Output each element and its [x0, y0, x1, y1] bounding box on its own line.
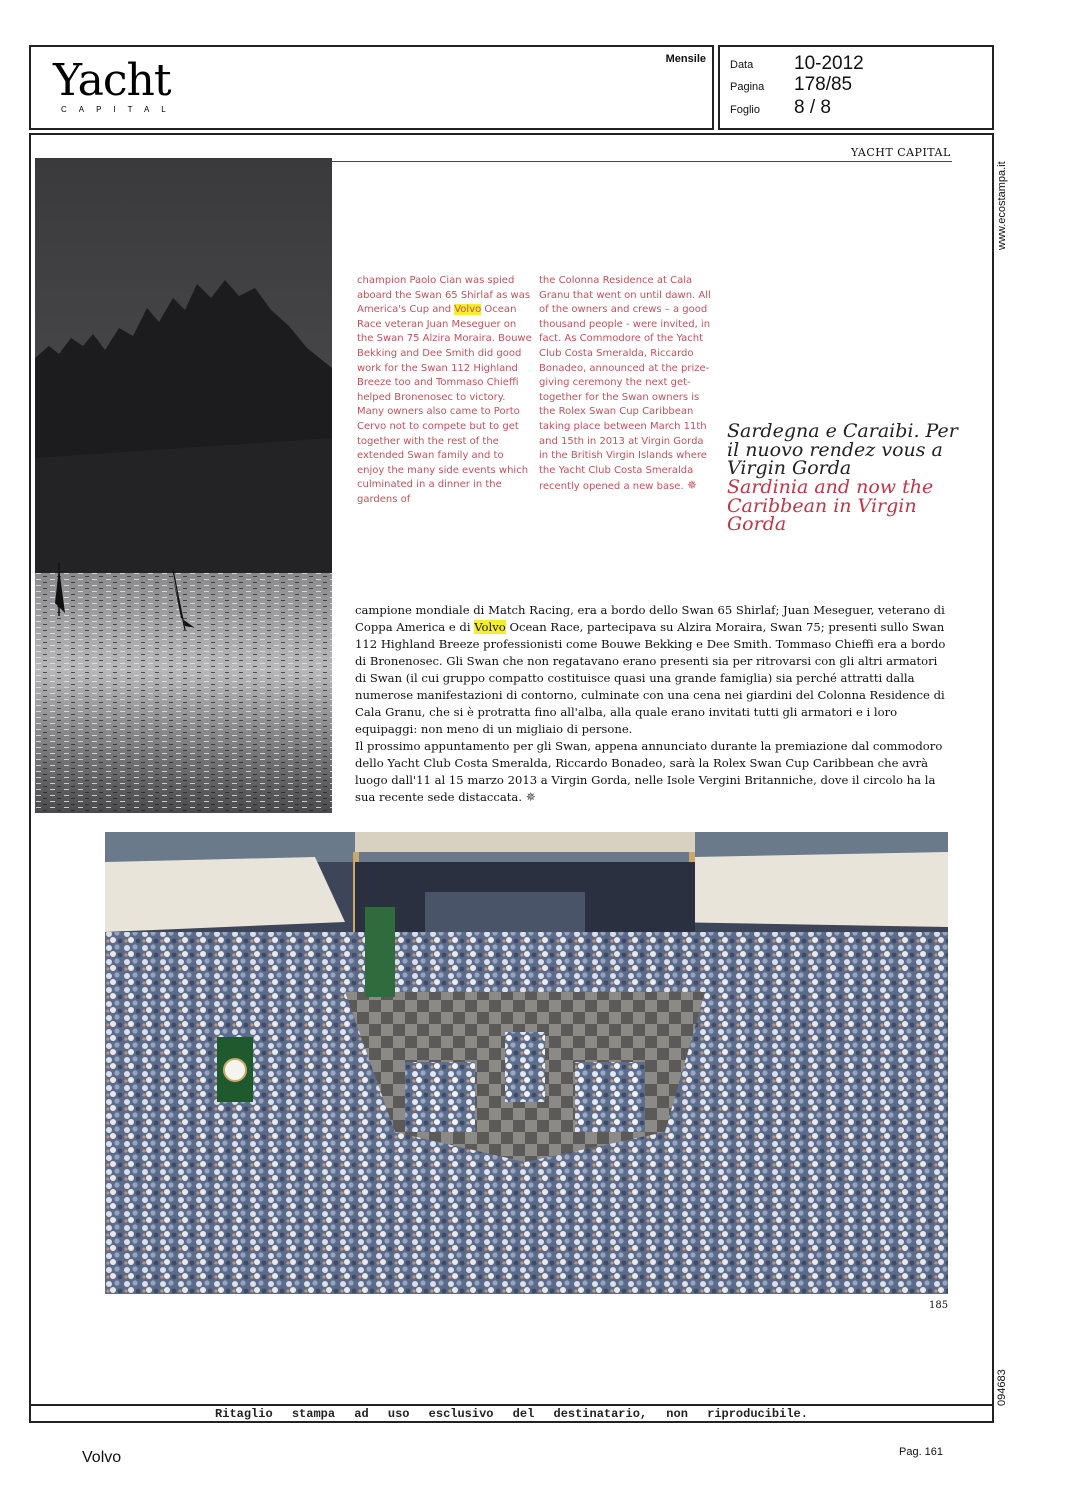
magazine-logo-subtitle: CAPITAL — [61, 105, 178, 114]
english-column-1: champion Paolo Cian was spied aboard the Swan 65 Shirlaf as was America's Cup and Volvo Ocean Race veteran Juan Meseguer on the Swan 75 Alzira Moraira. Bouwe Bekking and Dee Smith did good work for the Swan 112 Highland Breeze too and Tommaso Chieffi helped Bronenosec to victory. Many owners also came to Porto Cervo not to compete but to get together with the rest of the extended Swan family and to enjoy the many side events which culminated in a dinner in the gardens of — [357, 275, 532, 505]
english-column-2: the Colonna Residence at Cala Granu that went on until dawn. All of the owners and crews – a good thousand people - were invited, in fact. As Commodore of the Yacht Club Costa Smeralda, Riccardo Bonadeo, announced at the prize-giving ceremony the next get-together for the Swan owners is the Rolex Swan Cup Caribbean taking place between March 11th and 15th in 2013 at Virgin Gorda in the British Virgin Islands where the Yacht Club Costa Smeralda recently opened a new base. ✵ — [539, 275, 711, 493]
meta-value: 10-2012 — [794, 53, 864, 74]
meta-label: Foglio — [730, 104, 760, 116]
italian-paragraph-1: campione mondiale di Match Racing, era a bordo dello Swan 65 Shirlaf; Juan Meseguer, veterano di Coppa America e di Volvo Ocean Race, partecipava su Alzira Moraira, Swan 75; presenti sullo Swan 112 Highland Breeze professionisti come Bouwe Bekking e Dee Smith. Tommaso Chieffi era a bordo di Bronenosec. Gli Swan che non regatavano erano presenti sia per ritrovarsi con gli altri armatori di Swan (il cui gruppo compatto costituisce quasi una grande famiglia) sia perché attratti dalla numerose manifestazioni di contorno, culminate con una cena nei giardini del Colonna Residence di Cala Granu, che si è protratta fino all'alba, alla quale erano invitati tutti gli armatori e i loro equipaggi: non meno di un migliaio di persone. — [355, 603, 946, 736]
meta-value: 178/85 — [794, 74, 853, 95]
title-italian: Sardegna e Caraibi. Per il nuovo rendez vous a Virgin Gorda — [727, 420, 958, 479]
end-mark-icon: ✵ — [525, 790, 536, 804]
meta-value: 8 / 8 — [794, 97, 831, 118]
italian-body — [355, 602, 950, 806]
sailing-photo — [35, 158, 332, 813]
ceremony-photo — [105, 832, 948, 1294]
highlight-volvo: Volvo — [454, 304, 482, 316]
reproduction-notice: Ritaglio stampa ad uso esclusivo del destinatario, non riproducibile. — [29, 1404, 994, 1423]
frequency-label: Mensile — [665, 53, 706, 65]
divider — [331, 161, 952, 162]
title-english: Sardinia and now the Caribbean in Virgin Gorda — [727, 476, 934, 535]
end-mark-icon: ✵ — [686, 478, 697, 493]
page-label: Pag. 161 — [899, 1446, 944, 1458]
meta-box — [718, 45, 994, 130]
highlight-volvo: Volvo — [474, 620, 506, 634]
side-url: www.ecostampa.it — [996, 161, 1008, 250]
meta-label: Data — [730, 59, 754, 71]
meta-label: Pagina — [730, 81, 765, 93]
running-head: YACHT CAPITAL — [851, 146, 951, 159]
side-code: 094683 — [996, 1369, 1008, 1406]
page-number: 185 — [929, 1300, 949, 1311]
masthead-box — [29, 45, 714, 130]
magazine-logo: Yacht — [53, 55, 171, 106]
italian-paragraph-2: Il prossimo appuntamento per gli Swan, appena annunciato durante la premiazione dal commodoro dello Yacht Club Costa Smeralda, Riccardo Bonadeo, sarà la Rolex Swan Cup Caribbean che avrà luogo dall'11 al 15 marzo 2013 a Virgin Gorda, nelle Isole Vergini Britanniche, dove il circolo ha la sua recente sede distaccata. ✵ — [355, 739, 943, 804]
keyword-label: Volvo — [82, 1449, 122, 1466]
